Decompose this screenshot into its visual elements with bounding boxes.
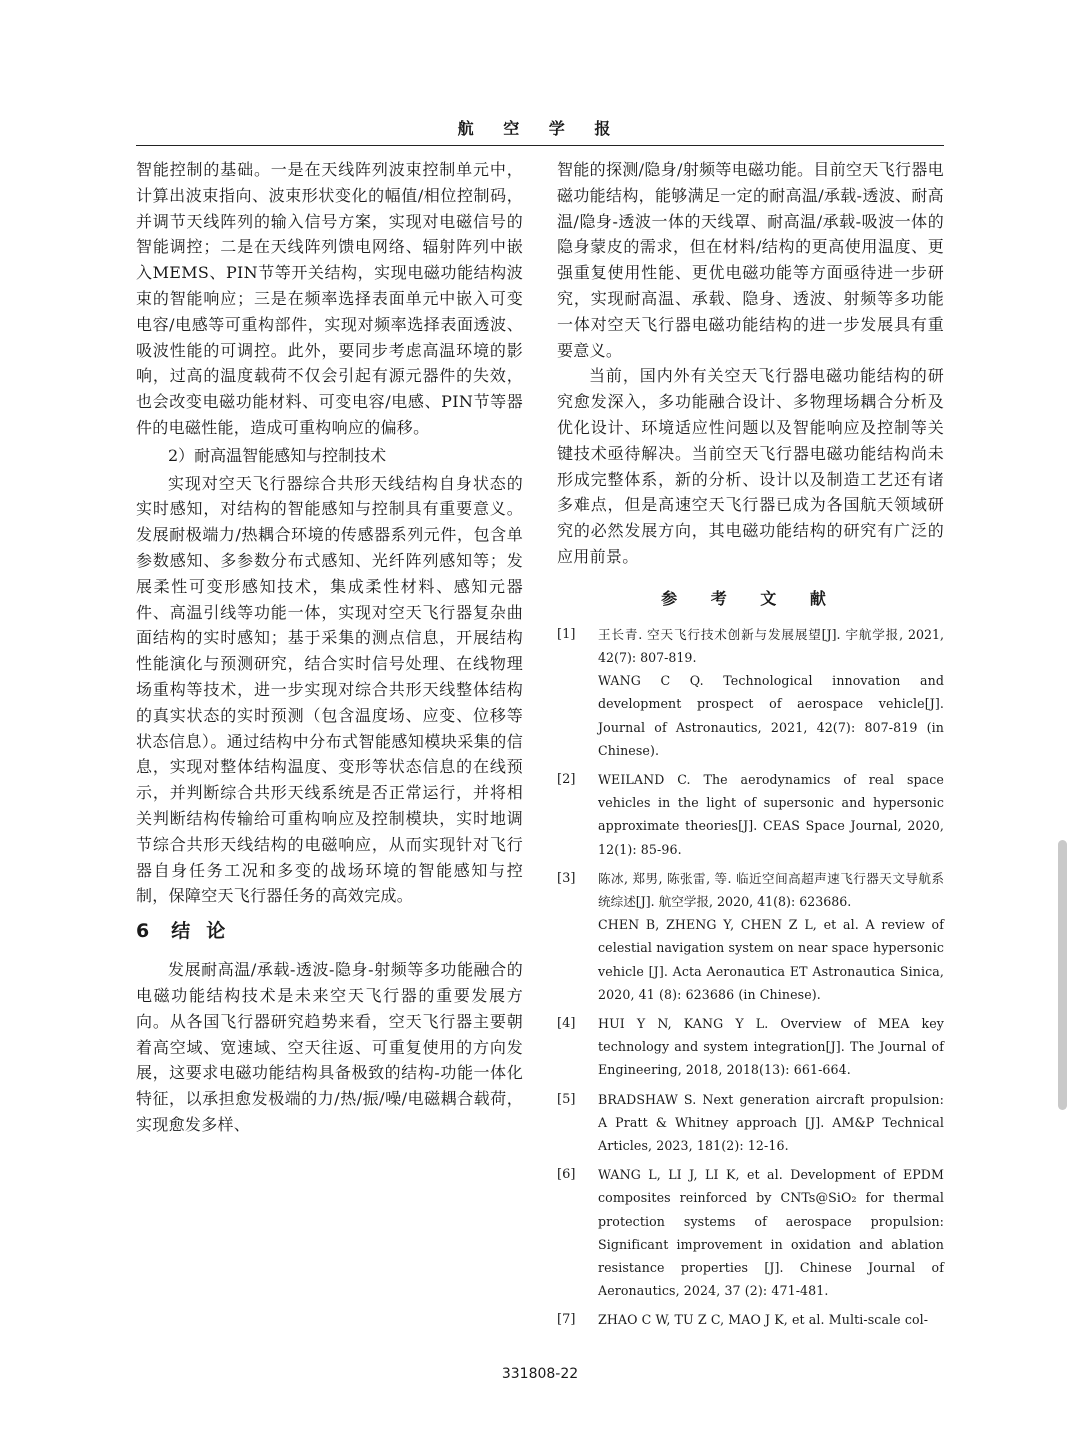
reference-item	[557, 1012, 944, 1082]
reference-item	[557, 623, 944, 762]
reference-item	[557, 1163, 944, 1302]
reference-text: WEILAND C. The aerodynamics of real space vehicles in the light of supersonic and hypersonic approximate theories[J]. CEAS Space Journal, 2020, 12(1): 85-96.	[598, 771, 944, 857]
section-heading	[136, 917, 523, 945]
section-number: 6	[136, 920, 152, 943]
reference-text: 陈冰, 郑男, 陈张雷, 等. 临近空间高超声速飞行器天文导航系统综述[J]. 航空学报, 2020, 41(8): 623686.	[598, 870, 944, 909]
body-paragraph: 当前，国内外有关空天飞行器电磁功能结构的研究愈发深入，多功能融合设计、多物理场耦合分析及优化设计、环境适应性问题以及智能响应及控制等关键技术亟待解决。当前空天飞行器电磁功能结构尚未形成完整体系，新的分析、设计以及制造工艺还有诸多难点，但是高速空天飞行器已成为各国航天领域研究的必然发展方向，其电磁功能结构的研究有广泛的应用前景。	[557, 366, 944, 566]
reference-text: WANG L, LI J, LI K, et al. Development of EPDM composites reinforced by CNTs@SiO₂ for thermal protection systems of aerospace propulsion: Significant improvement in oxidation and ablation resistance properties [J]. Chinese Journal of Aeronautics, 2024, 37 (2): 471-481.	[598, 1167, 944, 1299]
subsection-heading: 2）耐高温智能感知与控制技术	[168, 445, 387, 465]
reference-text: 王长青. 空天飞行技术创新与发展展望[J]. 宇航学报, 2021, 42(7): 807-819.	[598, 626, 944, 665]
running-head: 航 空 学 报	[457, 119, 623, 138]
reference-item	[557, 867, 944, 1006]
reference-text: ZHAO C W, TU Z C, MAO J K, et al. Multi-scale col-	[598, 1312, 929, 1328]
body-paragraph: 实现对空天飞行器综合共形天线结构自身状态的实时感知，对结构的智能感知与控制具有重要意义。发展耐极端力/热耦合环境的传感器系列元件，包含单参数感知、多参数分布式感知、光纤阵列感知等；发展柔性可变形感知技术，集成柔性材料、感知元器件、高温引线等功能一体，实现对空天飞行器复杂曲面结构的实时感知；基于采集的测点信息，开展结构性能演化与预测研究，结合实时信号处理、在线物理场重构等技术，进一步实现对综合共形天线整体结构的真实状态的实时预测（包含温度场、应变、位移等状态信息）。通过结构中分布式智能感知模块采集的信息，实现对整体结构温度、变形等状态信息的在线预示，并判断综合共形天线系统是否正常运行，并将相关判断结构传输给可重构响应及控制模块，实时地调节综合共形天线结构的电磁响应，从而实现针对飞行器自身任务工况和多变的战场环境的智能感知与控制，保障空天飞行器任务的高效完成。	[136, 473, 523, 906]
reference-item	[557, 1308, 944, 1331]
reference-list	[557, 623, 944, 1332]
reference-text: HUI Y N, KANG Y L. Overview of MEA key technology and system integration[J]. The Journal of Engineering, 2018, 2018(13): 661-664.	[598, 1016, 944, 1078]
right-column	[557, 157, 944, 1338]
body-paragraph: 智能控制的基础。一是在天线阵列波束控制单元中，计算出波束指向、波束形状变化的幅值/相位控制码，并调节天线阵列的输入信号方案，实现对电磁信号的智能调控；二是在天线阵列馈电网络、辐射阵列中嵌入MEMS、PIN节等开关结构，实现电磁功能结构波束的智能响应；三是在频率选择表面单元中嵌入可变电容/电感等可重构部件，实现对频率选择表面透波、吸波性能的可调控。此外，要同步考虑高温环境的影响，过高的温度载荷不仅会引起有源元器件的失效，也会改变电磁功能材料、可变电容/电感、PIN节等器件的电磁性能，造成可重构响应的偏移。	[136, 160, 523, 437]
reference-item	[557, 768, 944, 861]
page-number: 331808-22	[501, 1366, 579, 1382]
reference-number: [4]	[557, 1016, 576, 1031]
references-heading: 参 考 文 献	[661, 588, 840, 608]
reference-number: [5]	[557, 1091, 576, 1107]
reference-number: [6]	[557, 1167, 576, 1183]
reference-item	[557, 1088, 944, 1158]
reference-number: [2]	[557, 771, 576, 787]
body-paragraph: 智能的探测/隐身/射频等电磁功能。目前空天飞行器电磁功能结构，能够满足一定的耐高温/承载-透波、耐高温/隐身-透波一体的天线罩、耐高温/承载-吸波一体的隐身蒙皮的需求，但在材料/结构的更高使用温度、更强重复使用性能、更优电磁功能等方面亟待进一步研究，实现耐高温、承载、隐身、透波、射频等多功能一体对空天飞行器电磁功能结构的进一步发展具有重要意义。	[557, 160, 944, 360]
left-column	[136, 157, 523, 1138]
scrollbar-thumb[interactable]	[1058, 840, 1067, 1110]
reference-translation: WANG C Q. Technological innovation and development prospect of aerospace vehicle[J]. Journal of Astronautics, 2021, 42(7): 807-819 (in Chinese).	[598, 673, 944, 758]
reference-number: [7]	[557, 1312, 576, 1328]
section-title: 结论	[171, 920, 242, 943]
header-rule	[136, 145, 944, 146]
reference-number: [1]	[557, 626, 576, 642]
reference-text: BRADSHAW S. Next generation aircraft propulsion: A Pratt & Whitney approach [J]. AM&P Technical Articles, 2023, 181(2): 12-16.	[598, 1091, 944, 1154]
body-paragraph: 发展耐高温/承载-透波-隐身-射频等多功能融合的电磁功能结构技术是未来空天飞行器的重要发展方向。从各国飞行器研究趋势来看，空天飞行器主要朝着高空域、宽速域、空天往返、可重复使用的方向发展，这要求电磁功能结构具备极致的结构-功能一体化特征，以承担愈发极端的力/热/振/噪/电磁耦合载荷，实现愈发多样、	[136, 960, 523, 1134]
reference-number: [3]	[557, 870, 576, 886]
reference-translation: CHEN B, ZHENG Y, CHEN Z L, et al. A review of celestial navigation system on near space hypersonic vehicle [J]. Acta Aeronautica ET Astronautica Sinica, 2020, 41 (8): 623686 (in Chinese).	[598, 917, 944, 1002]
